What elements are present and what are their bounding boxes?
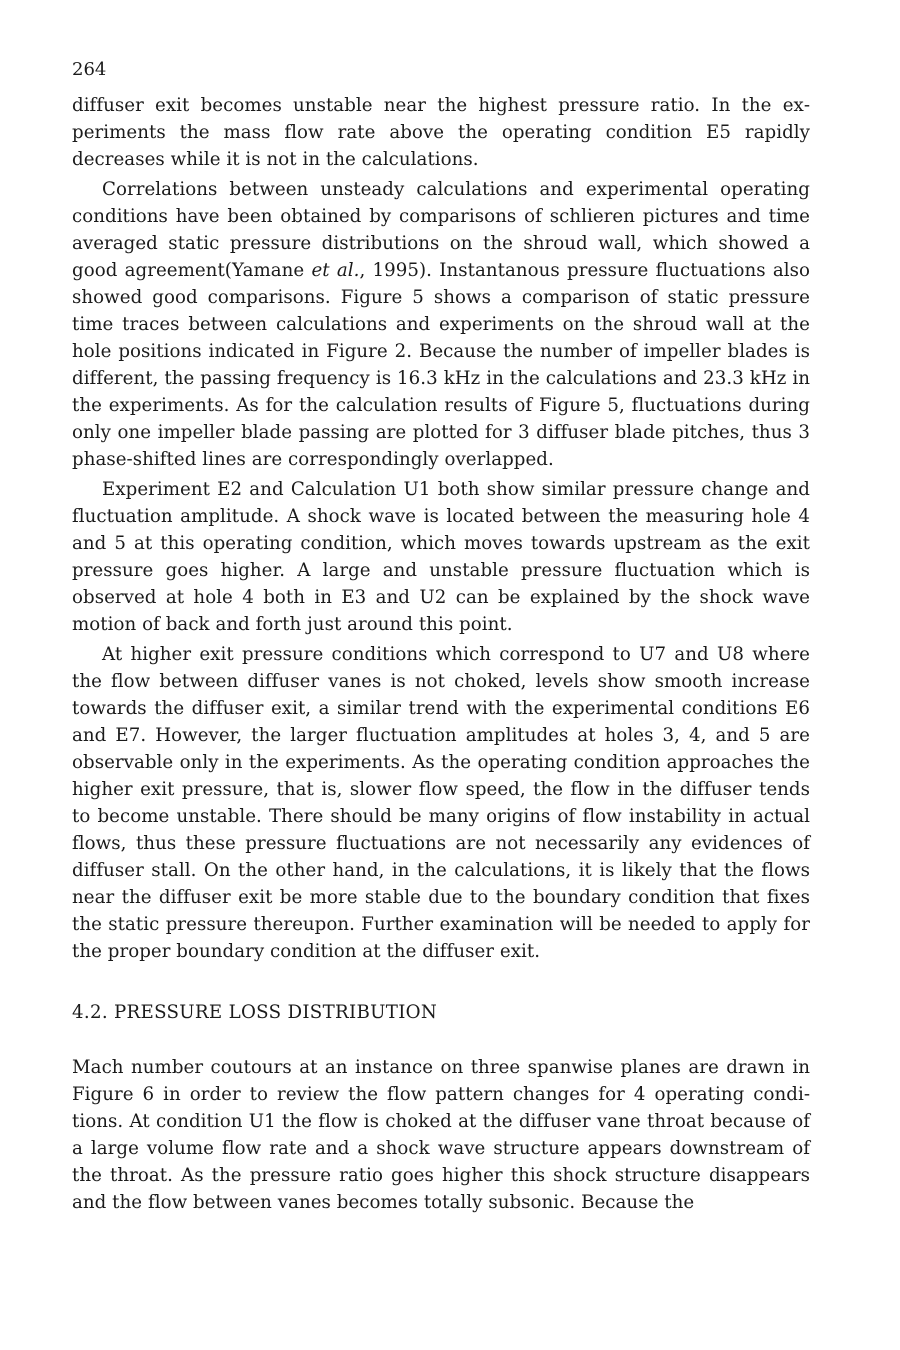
citation-et-al: et al.	[311, 260, 360, 281]
body-paragraph-2	[72, 176, 810, 473]
paragraph-2-text-start: Correlations between unsteady calculations and experimental operating conditions have been obtained by comparisons of schlieren pictures and time averaged static pressure distributions on the shroud wall, which showed a good agreement(Yamane	[72, 179, 810, 281]
paper-page	[72, 56, 810, 1219]
paragraph-2-text-end: , 1995). Instantanous pressure fluctuations also showed good comparisons. Figure 5 shows a comparison of static pressure time traces between calculations and experiments on the shroud wall at the hole positions indicated in Figure 2. Because the number of impeller blades is different, the passing frequency is 16.3 kHz in the calculations and 23.3 kHz in the experiments. As for the calculation results of Figure 5, fluctuations during only one impeller blade passing are plotted for 3 diffuser blade pitches, thus 3 phase-shifted lines are correspondingly overlapped.	[72, 260, 810, 470]
section-paragraph: Mach number coutours at an instance on three spanwise planes are drawn in Figure 6 in order to review the flow pattern changes for 4 operating conditions. At condition U1 the flow is choked at the diffuser vane throat because of a large volume flow rate and a shock wave structure appears downstream of the throat. As the pressure ratio goes higher this shock structure disappears and the flow between vanes becomes totally subsonic. Because the	[72, 1057, 810, 1213]
section-heading: 4.2. PRESSURE LOSS DISTRIBUTION	[72, 1002, 438, 1023]
body-paragraph-1: diffuser exit becomes unstable near the highest pressure ratio. In the experiments the mass flow rate above the operating condition E5 rapidly decreases while it is not in the calculations.	[72, 95, 810, 170]
page-number: 264	[72, 59, 107, 80]
body-paragraph-4: At higher exit pressure conditions which correspond to U7 and U8 where the flow between diffuser vanes is not choked, levels show smooth increase towards the diffuser exit, a similar trend with the experimental conditions E6 and E7. However, the larger fluctuation amplitudes at holes 3, 4, and 5 are observable only in the experiments. As the operating condition approaches the higher exit pressure, that is, slower flow speed, the flow in the diffuser tends to become unstable. There should be many origins of flow instability in actual flows, thus these pressure fluctuations are not necessarily any evidences of diffuser stall. On the other hand, in the calculations, it is likely that the flows near the diffuser exit be more stable due to the boundary condition that fixes the static pressure thereupon. Further examination will be needed to apply for the proper boundary condition at the diffuser exit.	[72, 644, 810, 962]
body-paragraph-3: Experiment E2 and Calculation U1 both show similar pressure change and fluctuation amplitude. A shock wave is located between the measuring hole 4 and 5 at this operating condition, which moves towards upstream as the exit pressure goes higher. A large and unstable pressure fluctuation which is observed at hole 4 both in E3 and U2 can be explained by the shock wave motion of back and forth just around this point.	[72, 479, 810, 635]
